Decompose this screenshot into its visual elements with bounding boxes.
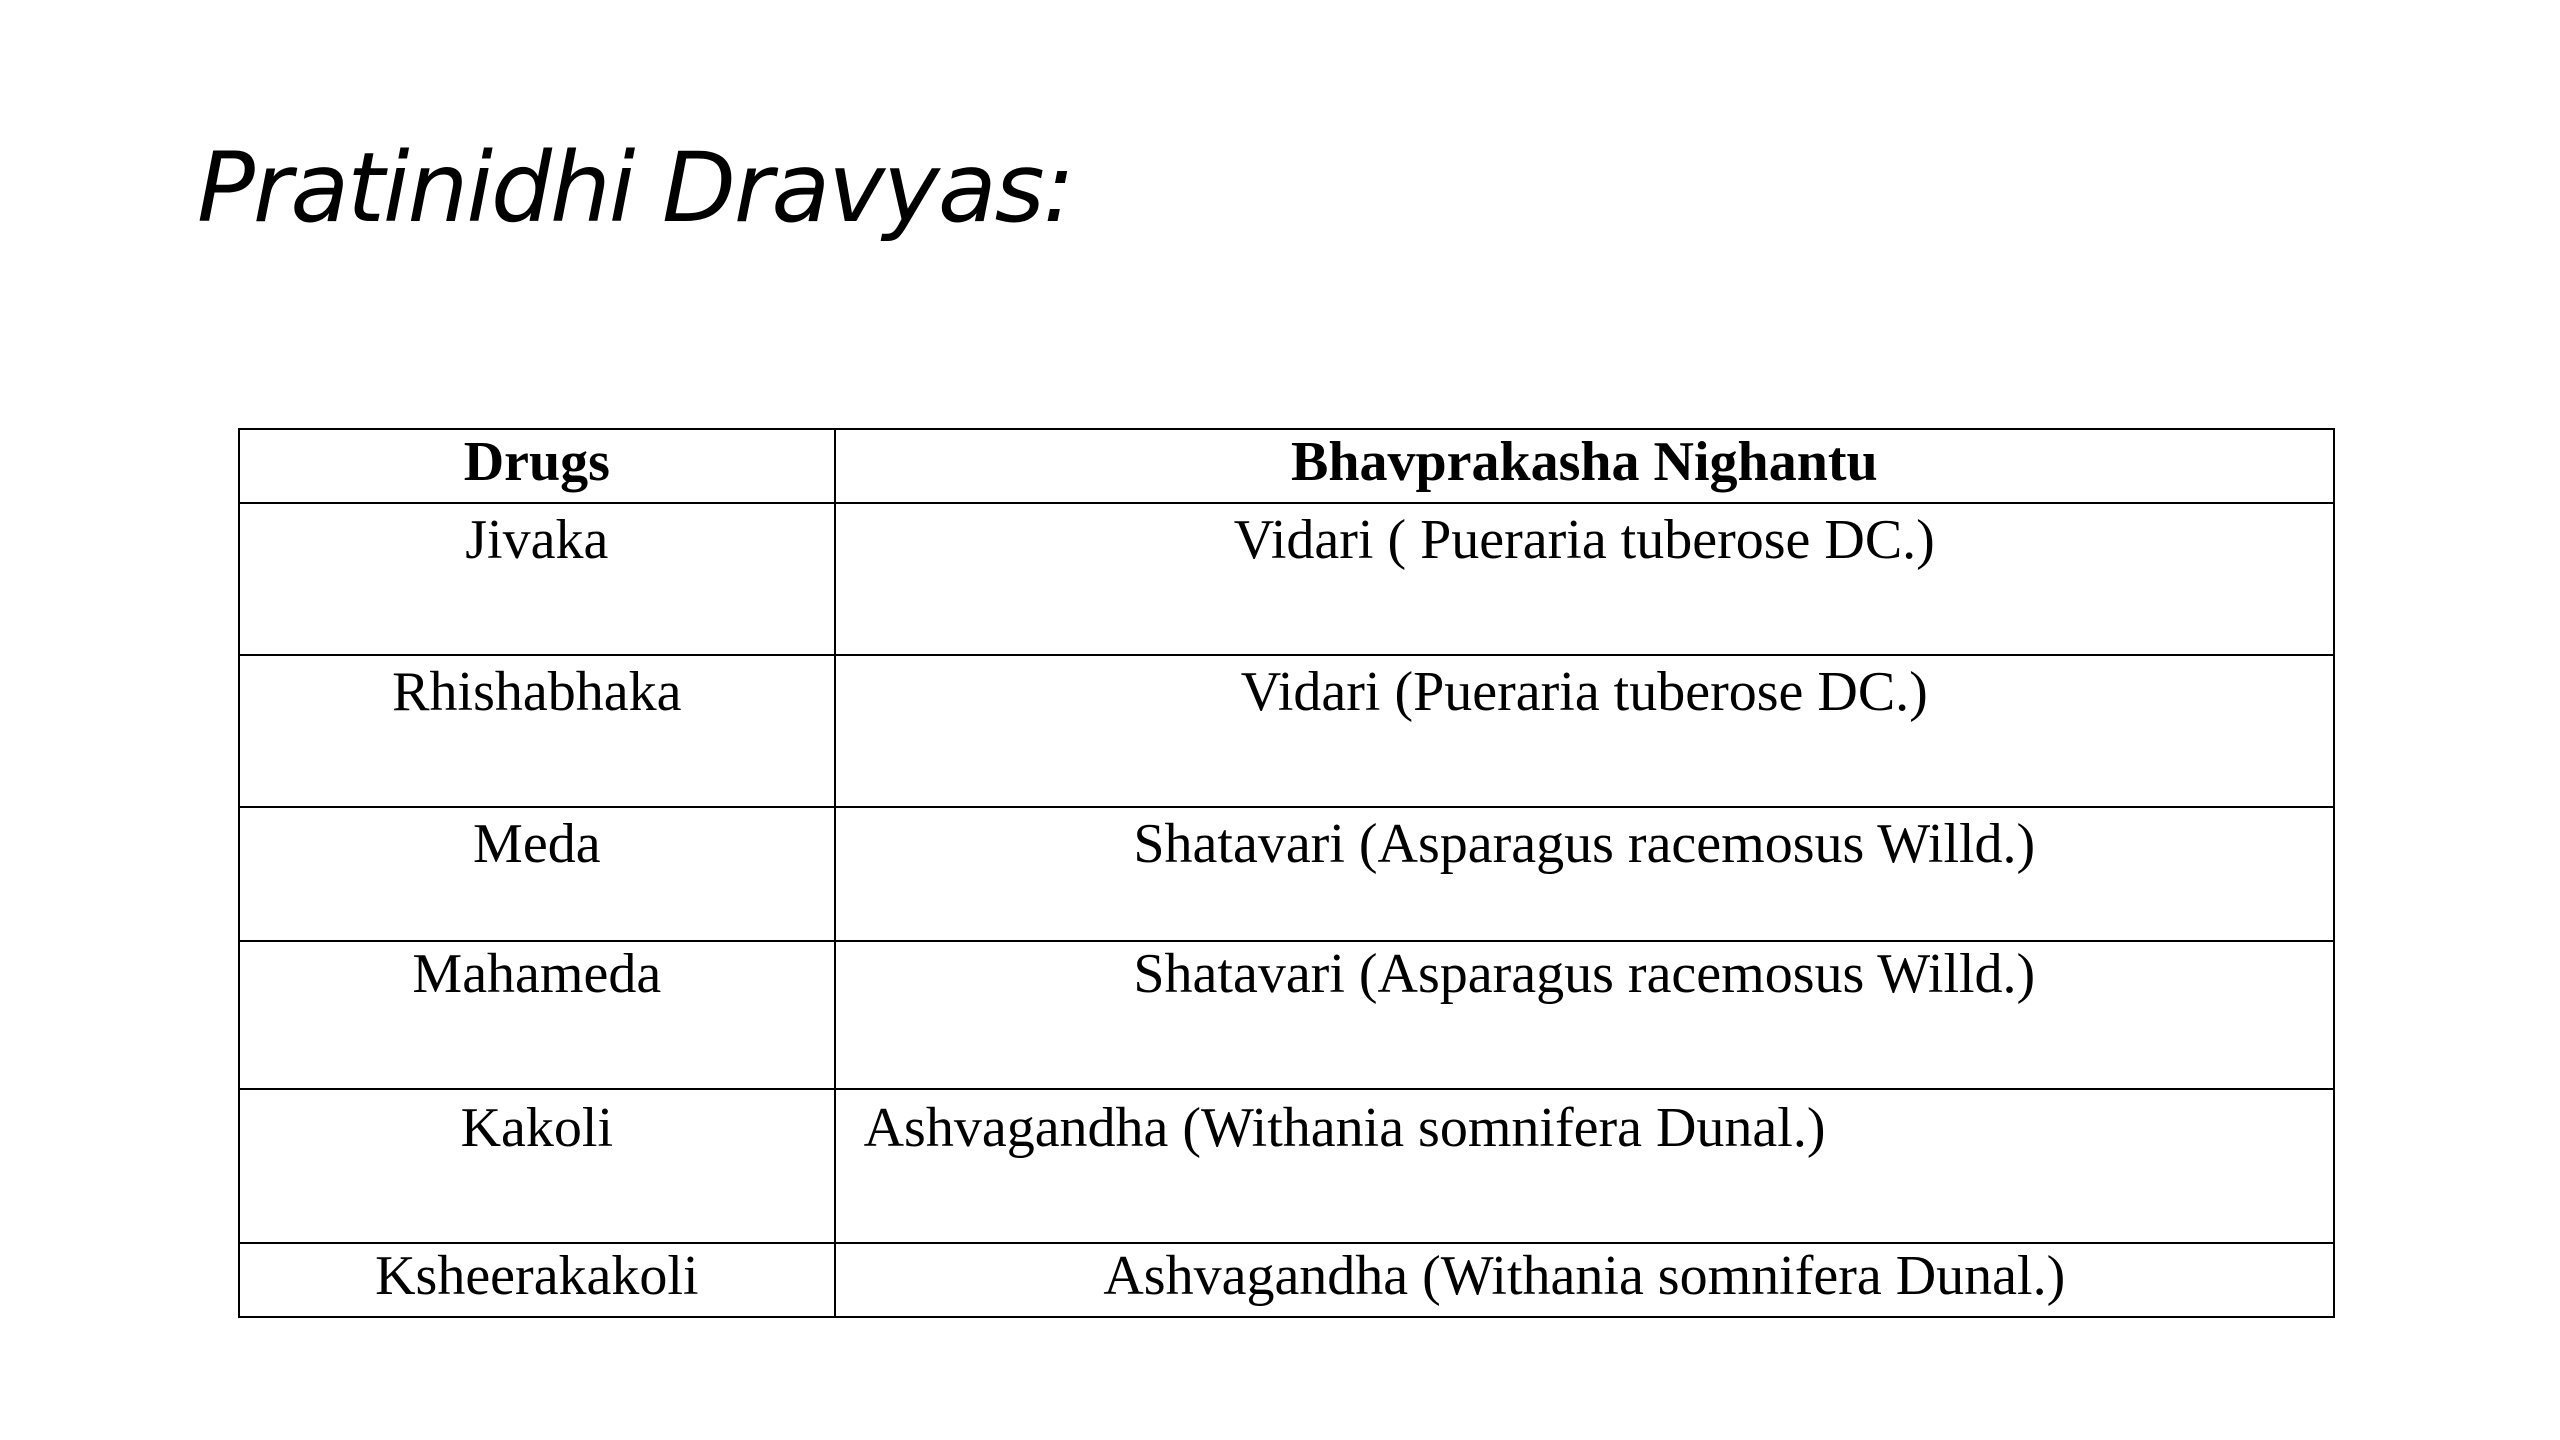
substitute-cell: Vidari ( Pueraria tuberose DC.) (835, 503, 2334, 655)
header-drugs: Drugs (239, 429, 835, 503)
drug-cell: Jivaka (239, 503, 835, 655)
table-row (239, 503, 2334, 655)
substitute-cell: Shatavari (Asparagus racemosus Willd.) (835, 807, 2334, 941)
substitute-cell: Ashvagandha (Withania somnifera Dunal.) (835, 1243, 2334, 1317)
substitute-cell: Ashvagandha (Withania somnifera Dunal.) (835, 1089, 2334, 1243)
table-header-row (239, 429, 2334, 503)
drug-cell: Ksheerakakoli (239, 1243, 835, 1317)
table-row (239, 1089, 2334, 1243)
substitute-cell: Vidari (Pueraria tuberose DC.) (835, 655, 2334, 807)
table-row (239, 941, 2334, 1089)
drug-cell: Kakoli (239, 1089, 835, 1243)
table-row (239, 655, 2334, 807)
slide-title: Pratinidhi Dravyas: (197, 132, 1074, 244)
substitute-cell: Shatavari (Asparagus racemosus Willd.) (835, 941, 2334, 1089)
drug-cell: Mahameda (239, 941, 835, 1089)
table-row (239, 1243, 2334, 1317)
drug-cell: Rhishabhaka (239, 655, 835, 807)
table-row (239, 807, 2334, 941)
header-bhavprakasha-nighantu: Bhavprakasha Nighantu (835, 429, 2334, 503)
drug-cell: Meda (239, 807, 835, 941)
drug-substitutes-table (238, 428, 2335, 1318)
